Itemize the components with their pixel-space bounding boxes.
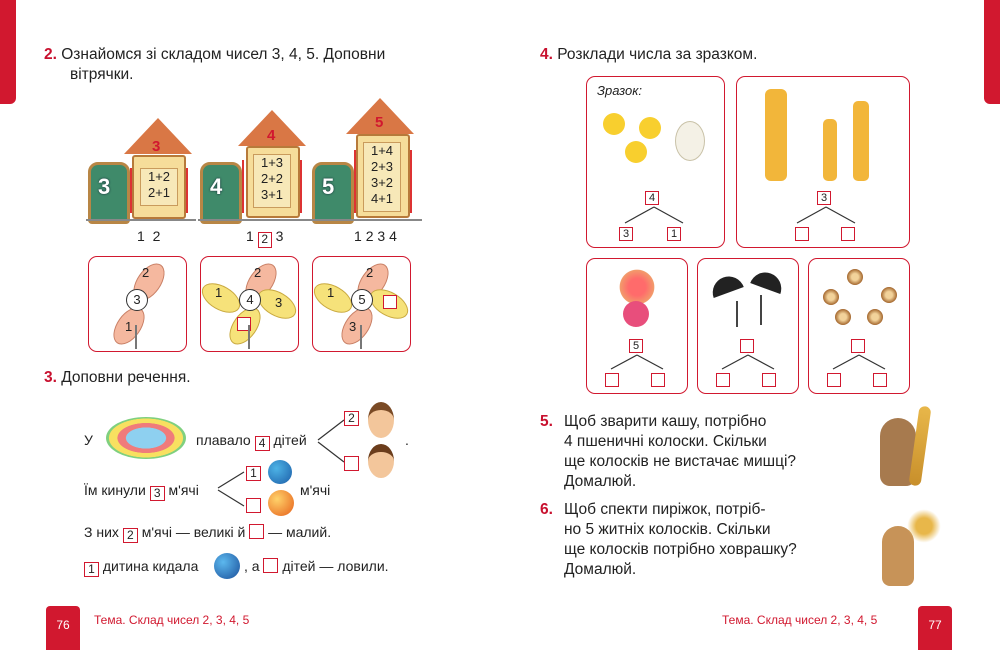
sentence4-comma: , а xyxy=(244,558,260,574)
task6 xyxy=(540,500,850,580)
chair-number: 5 xyxy=(322,174,335,199)
card-giraffes xyxy=(736,76,910,248)
roof-number: 3 xyxy=(152,138,161,155)
windmill-stick xyxy=(360,325,362,349)
house-split-numbers xyxy=(246,228,283,248)
chair-number: 3 xyxy=(98,174,111,199)
baseline xyxy=(198,219,310,221)
blade-number: 3 xyxy=(349,319,357,334)
sentence2-end2: м'ячі xyxy=(300,482,331,498)
umbrella-handle xyxy=(760,295,762,325)
card-answer-right[interactable] xyxy=(762,373,776,387)
sentence1-number-box: 4 xyxy=(255,436,270,451)
sentence2-end: м'ячі xyxy=(168,482,199,498)
sentence2 xyxy=(84,482,199,501)
pool-icon xyxy=(106,417,186,459)
task2-line2: вітрячки. xyxy=(70,66,134,83)
ball-icon xyxy=(268,490,294,516)
page-number-right: 77 xyxy=(918,606,952,650)
card-answer-right[interactable] xyxy=(651,373,665,387)
split-arrows-icon xyxy=(619,205,689,227)
card-answer-left[interactable] xyxy=(605,373,619,387)
task5 xyxy=(540,412,850,492)
sentence2-answer-box[interactable] xyxy=(246,498,261,513)
task5-line: Домалюй. xyxy=(564,473,637,490)
split-number: 4 xyxy=(389,228,397,244)
snail-icon xyxy=(867,309,883,325)
split-number-box: 2 xyxy=(258,232,272,248)
house-split-numbers xyxy=(137,228,160,244)
task6-number: 6. xyxy=(540,501,553,518)
sum-line: 2+3 xyxy=(370,159,394,174)
sentence4-answer-box[interactable] xyxy=(263,558,278,573)
windmill-card-4 xyxy=(200,256,299,352)
sum-line: 1+2 xyxy=(147,169,171,184)
sentence3-end: — малий. xyxy=(268,524,332,540)
card-tulips xyxy=(586,258,688,394)
sentence4-tail xyxy=(244,558,389,574)
blade-number: 2 xyxy=(254,265,262,280)
sentence1-answer-box[interactable] xyxy=(344,456,359,471)
split-number: 3 xyxy=(377,228,386,244)
up-arrow-icon xyxy=(186,168,188,213)
page-number-left: 76 xyxy=(46,606,80,650)
sentence4-number-box: 1 xyxy=(84,562,99,577)
girl-icon xyxy=(368,444,394,478)
sentence3 xyxy=(84,524,331,543)
task5-number: 5. xyxy=(540,413,553,430)
blade-number: 2 xyxy=(142,265,150,280)
windmill-center: 4 xyxy=(239,289,261,311)
branch-arrows-icon xyxy=(216,466,250,512)
right-edge-tab xyxy=(984,0,1000,104)
task2-line1: Ознайомся зі складом чисел 3, 4, 5. Доповни xyxy=(61,46,386,63)
sentence1-end: дітей xyxy=(273,432,307,448)
blade-number: 1 xyxy=(125,319,133,334)
giraffe-icon xyxy=(765,89,787,181)
blade-answer-box[interactable] xyxy=(383,295,397,309)
task6-line: ще колосків потрібно ховрашку? xyxy=(564,541,797,558)
duck-icon xyxy=(639,117,661,139)
task4-number: 4. xyxy=(540,46,553,63)
task6-line: но 5 житніх колосків. Скільки xyxy=(564,521,771,538)
card-answer-left[interactable] xyxy=(827,373,841,387)
sentence1-branch-number: 2 xyxy=(344,411,359,426)
giraffe-icon xyxy=(823,119,837,181)
split-number: 3 xyxy=(275,228,284,244)
boy-icon xyxy=(368,402,394,438)
duck-icon xyxy=(675,121,705,161)
sentence1-start: У xyxy=(84,432,93,448)
sum-line: 3+1 xyxy=(260,187,284,202)
snail-icon xyxy=(835,309,851,325)
sentence2-start: Їм кинули xyxy=(84,482,146,498)
roof-number: 4 xyxy=(267,127,276,144)
down-arrow-icon xyxy=(242,160,244,213)
card-top-number: 3 xyxy=(817,191,831,205)
sum-line: 3+2 xyxy=(370,175,394,190)
duck-icon xyxy=(603,113,625,135)
sentence4 xyxy=(84,558,198,577)
sum-line: 4+1 xyxy=(370,191,394,206)
card-right-number: 1 xyxy=(667,227,681,241)
task2-number: 2. xyxy=(44,46,57,63)
task6-line: Домалюй. xyxy=(564,561,637,578)
card-answer-right[interactable] xyxy=(841,227,855,241)
sentence1-middle xyxy=(196,432,307,451)
sentence4-end: дітей — ловили. xyxy=(282,558,389,574)
windmill-stick xyxy=(248,325,250,349)
split-arrows-icon xyxy=(605,353,669,373)
task2-text xyxy=(44,45,464,85)
task5-line: Щоб зварити кашу, потрібно xyxy=(564,413,767,430)
card-answer-right[interactable] xyxy=(873,373,887,387)
task5-line: ще колосків не вистачає мишці? xyxy=(564,453,797,470)
task3-number: 3. xyxy=(44,369,57,386)
sample-label: Зразок: xyxy=(597,83,643,98)
split-arrows-icon xyxy=(716,353,780,373)
umbrella-icon xyxy=(750,268,786,294)
ball-icon xyxy=(268,460,292,484)
house-sums xyxy=(253,154,291,208)
split-arrows-icon xyxy=(827,353,891,373)
blade-number: 1 xyxy=(327,285,335,300)
windmill-center: 3 xyxy=(126,289,148,311)
baseline xyxy=(86,219,196,221)
sum-line: 2+2 xyxy=(260,171,284,186)
card-snails xyxy=(808,258,910,394)
roof-number: 5 xyxy=(375,114,384,131)
split-number: 2 xyxy=(365,228,374,244)
split-number: 2 xyxy=(152,228,161,244)
card-umbrellas xyxy=(697,258,799,394)
up-arrow-icon xyxy=(410,150,412,213)
blade-number: 1 xyxy=(215,285,223,300)
tulip-icon xyxy=(615,269,659,305)
giraffe-icon xyxy=(853,101,869,181)
umbrella-icon xyxy=(708,272,744,298)
task5-line: 4 пшеничні колоски. Скільки xyxy=(564,433,767,450)
sum-line: 1+4 xyxy=(370,143,394,158)
ball-icon xyxy=(214,553,240,579)
card-top-number: 4 xyxy=(645,191,659,205)
house-sums xyxy=(140,168,178,206)
umbrella-handle xyxy=(736,301,738,327)
footer-topic-left: Тема. Склад чисел 2, 3, 4, 5 xyxy=(94,613,250,627)
windmill-card-5 xyxy=(312,256,411,352)
card-left-number: 3 xyxy=(619,227,633,241)
task3-heading xyxy=(44,368,191,388)
footer-topic-right: Тема. Склад чисел 2, 3, 4, 5 xyxy=(722,613,878,627)
windmill-center: 5 xyxy=(351,289,373,311)
sum-line: 2+1 xyxy=(147,185,171,200)
sentence4-middle: дитина кидала xyxy=(102,558,199,574)
left-edge-tab xyxy=(0,0,16,104)
split-arrows-icon xyxy=(791,205,861,227)
blade-number: 2 xyxy=(366,265,374,280)
house-split-numbers xyxy=(354,228,397,244)
sample-card-ducks xyxy=(586,76,725,248)
split-number: 1 xyxy=(354,228,362,244)
sum-line: 1+3 xyxy=(260,155,284,170)
wheat-icon xyxy=(906,506,942,546)
up-arrow-icon xyxy=(300,160,302,213)
task4-heading xyxy=(540,45,757,65)
blade-number: 3 xyxy=(275,295,283,310)
card-top-answer[interactable] xyxy=(740,339,754,353)
baseline xyxy=(310,219,422,221)
card-top-answer[interactable] xyxy=(851,339,865,353)
sentence2-branch-number: 1 xyxy=(246,466,261,481)
sentence2-number-box: 3 xyxy=(150,486,165,501)
sentence3-answer-box[interactable] xyxy=(249,524,264,539)
chair-number: 4 xyxy=(210,174,223,199)
card-answer-left[interactable] xyxy=(795,227,809,241)
windmill-stick xyxy=(135,325,137,349)
card-answer-left[interactable] xyxy=(716,373,730,387)
vase-icon xyxy=(623,301,649,327)
split-number: 1 xyxy=(137,228,145,244)
duck-icon xyxy=(625,141,647,163)
windmill-card-3 xyxy=(88,256,187,352)
sentence3-middle: м'ячі — великі й xyxy=(141,524,246,540)
snail-icon xyxy=(823,289,839,305)
split-number: 1 xyxy=(246,228,254,244)
card-top-number: 5 xyxy=(629,339,643,353)
sentence1-verb: плавало xyxy=(196,432,251,448)
sentence3-start: З них xyxy=(84,524,119,540)
snail-icon xyxy=(881,287,897,303)
task3-title: Доповни речення. xyxy=(61,369,191,386)
sentence1-dot: . xyxy=(405,432,409,448)
snail-icon xyxy=(847,269,863,285)
house-sums xyxy=(363,142,401,212)
task4-title: Розклади числа за зразком. xyxy=(557,46,758,63)
sentence3-number-box: 2 xyxy=(123,528,138,543)
task6-line: Щоб спекти пиріжок, потріб- xyxy=(564,501,766,518)
